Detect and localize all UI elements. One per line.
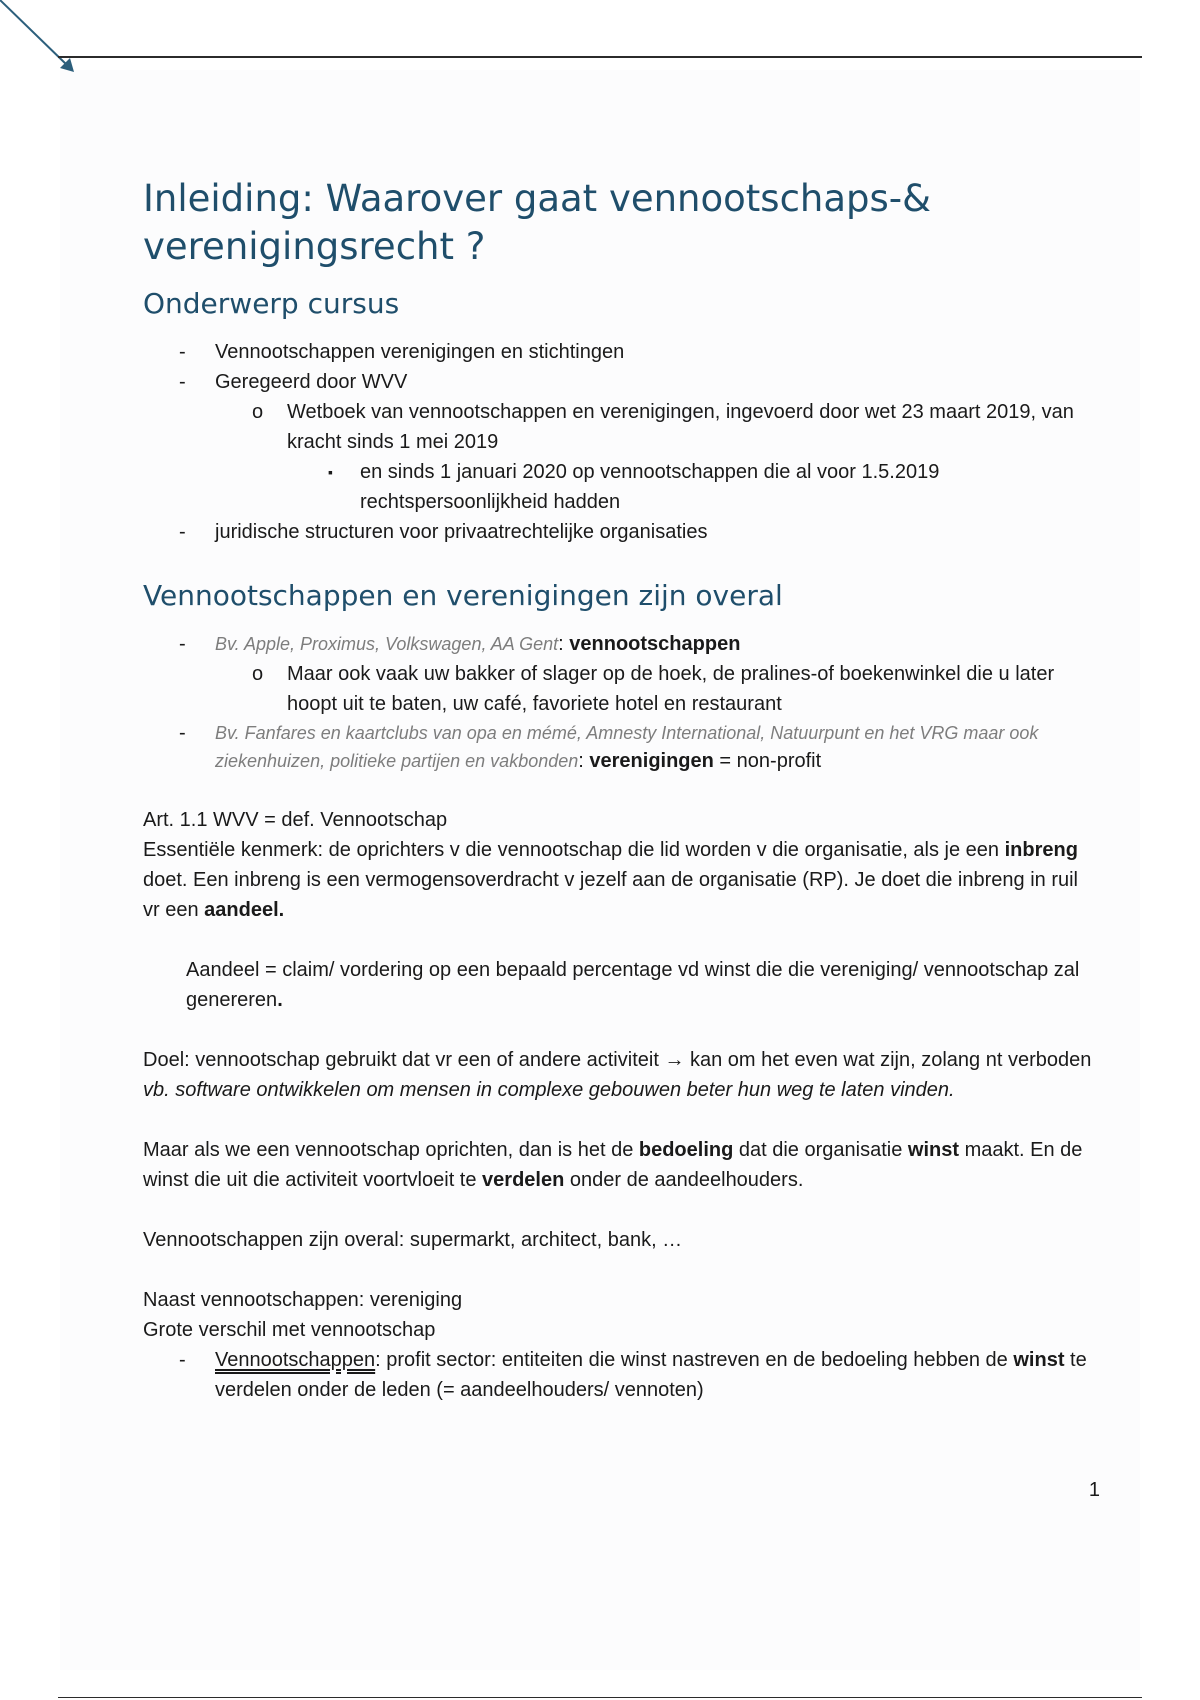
header-rule — [58, 56, 1142, 58]
dash-bullet: - — [179, 371, 186, 393]
square-bullet-icon: ▪ — [328, 464, 333, 480]
dash-bullet: - — [179, 341, 186, 363]
paragraph-aandeel: Aandeel = claim/ vordering op een bepaald percentage vd winst die die vereniging/ vennootschap zal genereren. — [186, 959, 1080, 1011]
list-onderwerp — [143, 337, 1098, 547]
paragraph-doel: Doel: vennootschap gebruikt dat vr een of andere activiteit → kan om het even wat zijn, zolang nt verboden vb. software ontwikkelen om mensen in complexe gebouwen beter hun weg te laten vinden. — [143, 1049, 1092, 1101]
list-overal — [143, 629, 1098, 775]
section-heading-onderwerp: Onderwerp cursus — [143, 287, 400, 320]
list-item: - Bv. Fanfares en kaartclubs van opa en mémé, Amnesty International, Natuurpunt en het VRG maar ook ziekenhuizen, politieke partijen en vakbonden: verenigingen = non-profit — [143, 719, 1098, 775]
footer-rule — [58, 1697, 1142, 1698]
paragraph-overal: Vennootschappen zijn overal: supermarkt, architect, bank, … — [143, 1229, 683, 1251]
list-verschil — [143, 1345, 1098, 1405]
circle-bullet: o — [252, 663, 264, 685]
list-item: o Maar ook vaak uw bakker of slager op de hoek, de pralines-of boekenwinkel die u later hoopt uit te baten, uw café, favoriete hotel en restaurant — [143, 659, 1098, 719]
section-heading-overal: Vennootschappen en verenigingen zijn overal — [143, 579, 783, 612]
list-item: - Vennootschappen: profit sector: entiteiten die winst nastreven en de bedoeling hebben de winst te verdelen onder de leden (= aandeelhouders/ vennoten) — [143, 1345, 1098, 1405]
list-item: o Wetboek van vennootschappen en verenigingen, ingevoerd door wet 23 maart 2019, van kracht sinds 1 mei 2019 — [143, 397, 1098, 457]
paragraph-kenmerk: Essentiële kenmerk: de oprichters v die vennootschap die lid worden v die organisatie, als je een inbreng doet. Een inbreng is een vermogensoverdracht v jezelf aan de organisatie (RP). Je doet die inbreng in ruil vr een aandeel. — [143, 839, 1078, 921]
paragraph-grote: Grote verschil met vennootschap — [143, 1319, 436, 1341]
dash-bullet: - — [179, 1349, 186, 1371]
document-body — [143, 175, 1098, 1405]
page-number: 1 — [1088, 1479, 1100, 1501]
list-item: - juridische structuren voor privaatrechtelijke organisaties — [143, 517, 1098, 547]
dash-bullet: - — [179, 633, 186, 655]
dash-bullet: - — [179, 521, 186, 543]
paragraph-naast: Naast vennootschappen: vereniging — [143, 1289, 463, 1311]
arrow-icon: → — [664, 1049, 685, 1071]
list-item: ▪ en sinds 1 januari 2020 op vennootschappen die al voor 1.5.2019 rechtspersoonlijkheid hadden — [143, 457, 1098, 517]
corner-arrow-icon — [0, 0, 90, 90]
list-item: - Bv. Apple, Proximus, Volkswagen, AA Gent: vennootschappen — [143, 629, 1098, 659]
circle-bullet: o — [252, 401, 264, 423]
art-definition: Art. 1.1 WVV = def. Vennootschap — [143, 809, 448, 831]
dash-bullet: - — [179, 722, 186, 744]
paragraph-winst: Maar als we een vennootschap oprichten, dan is het de bedoeling dat die organisatie winst maakt. En de winst die uit die activiteit voortvloeit te verdelen onder de aandeelhouders. — [143, 1139, 1083, 1191]
list-item: - Vennootschappen verenigingen en stichtingen — [143, 337, 1098, 367]
page-title: Inleiding: Waarover gaat vennootschaps-& verenigingsrecht ? — [143, 177, 932, 268]
list-item: - Geregeerd door WVV — [143, 367, 1098, 397]
